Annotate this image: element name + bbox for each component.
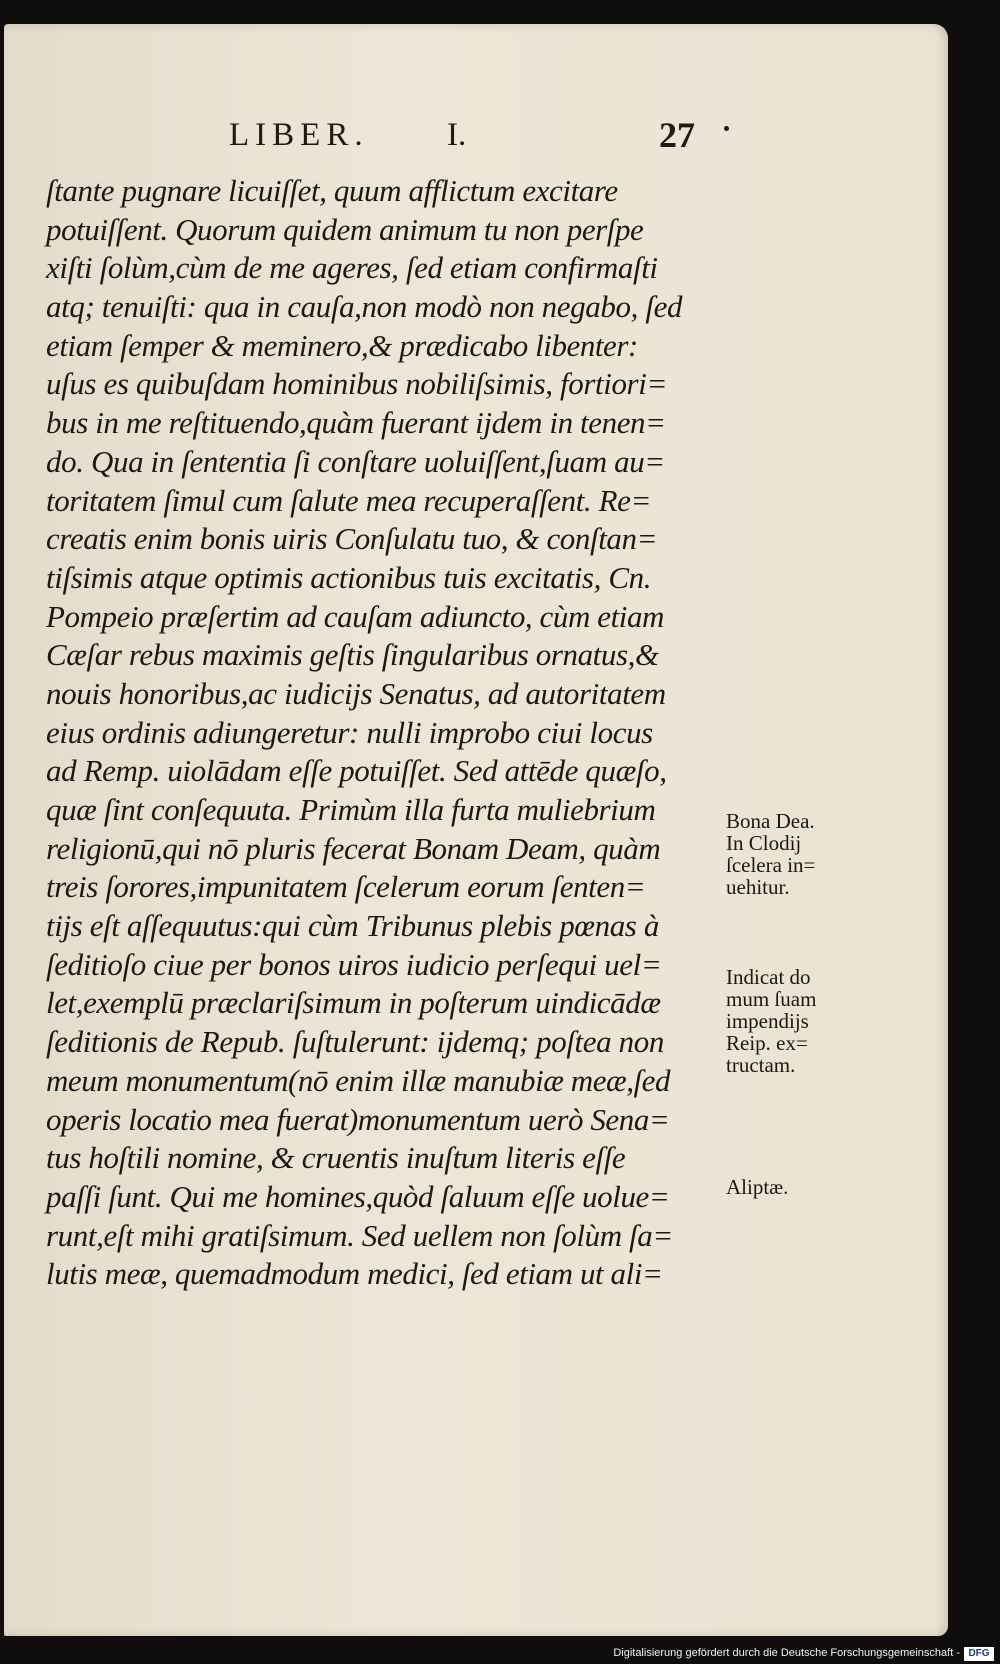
marginal-note-line: Reip. ex=	[726, 1031, 808, 1055]
text-line: meum monumentum(nō enim illæ manubiæ meæ,ſed	[46, 1062, 671, 1098]
text-line: tiſsimis atque optimis actionibus tuis excitatis, Cn.	[46, 559, 652, 595]
marginal-note-line: Indicat do	[726, 965, 811, 989]
text-line: runt,eſt mihi gratiſsimum. Sed uellem non ſolùm ſa=	[46, 1217, 673, 1253]
text-line: let,exemplū præclariſsimum in poſterum uindicādæ	[46, 985, 661, 1021]
text-line: atq; tenuiſti: qua in cauſa,non modò non negabo, ſed	[46, 289, 683, 325]
text-line: toritatem ſimul cum ſalute mea recuperaſſent. Re=	[46, 482, 651, 518]
text-line: ſtante pugnare licuiſſet, quum afflictum excitare	[46, 173, 618, 208]
marginal-note-bona-dea	[726, 810, 846, 898]
marginal-note-line: impendijs	[726, 1009, 809, 1033]
text-line: paſſi ſunt. Qui me homines,quòd ſaluum eſſe uolue=	[46, 1178, 670, 1214]
text-line: etiam ſemper & meminero,& prædicabo libenter:	[46, 327, 638, 363]
text-line: do. Qua in ſententia ſi conſtare uoluiſſent,ſuam au=	[46, 443, 665, 479]
text-line: creatis enim bonis uiris Conſulatu tuo, & conſtan=	[46, 521, 658, 557]
marginal-note-aliptae	[726, 1176, 846, 1198]
text-line: tus hoſtili nomine, & cruentis inuſtum literis eſſe	[46, 1140, 626, 1176]
dfg-logo: DFG	[964, 1647, 994, 1661]
text-line: Cæſar rebus maximis geſtis ſingularibus ornatus,&	[46, 637, 659, 673]
text-line: nouis honoribus,ac iudicijs Senatus, ad autoritatem	[46, 675, 666, 711]
text-line: ſeditioſo ciue per bonos uiros iudicio perſequi uel=	[46, 946, 662, 982]
marginal-note-line: In Clodij	[726, 831, 802, 855]
marginal-note-indicat-domum	[726, 966, 846, 1076]
marginal-note-line: Bona Dea.	[726, 809, 815, 833]
marginal-note-line: mum ſuam	[726, 987, 817, 1011]
page-number: 27	[659, 115, 695, 155]
book-number: I.	[447, 117, 467, 153]
book-page	[4, 24, 948, 1636]
text-line: tijs eſt aſſequutus:qui cùm Tribunus plebis pœnas à	[46, 908, 659, 944]
text-line: ſeditionis de Repub. ſuſtulerunt: ijdemq; poſtea non	[46, 1024, 664, 1060]
header-dot	[724, 126, 729, 131]
marginal-note-line: Aliptæ.	[726, 1175, 789, 1199]
text-line: eius ordinis adiungeretur: nulli improbo ciui locus	[46, 714, 653, 750]
text-line: operis locatio mea fuerat)monumentum uerò Sena=	[46, 1101, 670, 1137]
text-line: bus in me reſtituendo,quàm fuerant ijdem in tenen=	[46, 405, 666, 441]
body-text	[46, 172, 726, 1294]
text-line: xiſti ſolùm,cùm de me ageres, ſed etiam confirmaſti	[46, 250, 658, 286]
text-line: treis ſorores,impunitatem ſcelerum eorum ſenten=	[46, 869, 646, 905]
marginal-note-line: tructam.	[726, 1053, 796, 1077]
marginal-note-line: uehitur.	[726, 875, 790, 899]
text-line: potuiſſent. Quorum quidem animum tu non perſpe	[46, 211, 644, 247]
running-title: LIBER.	[229, 117, 369, 153]
text-line: uſus es quibuſdam hominibus nobiliſsimis, fortiori=	[46, 366, 667, 402]
text-line: ad Remp. uiolādam eſſe potuiſſet. Sed attēde quæſo,	[46, 753, 667, 789]
text-line: lutis meæ, quemadmodum medici, ſed etiam ut ali=	[46, 1256, 663, 1292]
text-line: quæ ſint conſequuta. Primùm illa furta muliebrium	[46, 792, 656, 827]
text-line: Pompeio præſertim ad cauſam adiuncto, cùm etiam	[46, 598, 664, 634]
digitization-credit: Digitalisierung gefördert durch die Deutsche Forschungsgemeinschaft -	[613, 1647, 960, 1659]
text-line: religionū,qui nō pluris fecerat Bonam Deam, quàm	[46, 830, 661, 866]
marginal-note-line: ſcelera in=	[726, 853, 816, 877]
